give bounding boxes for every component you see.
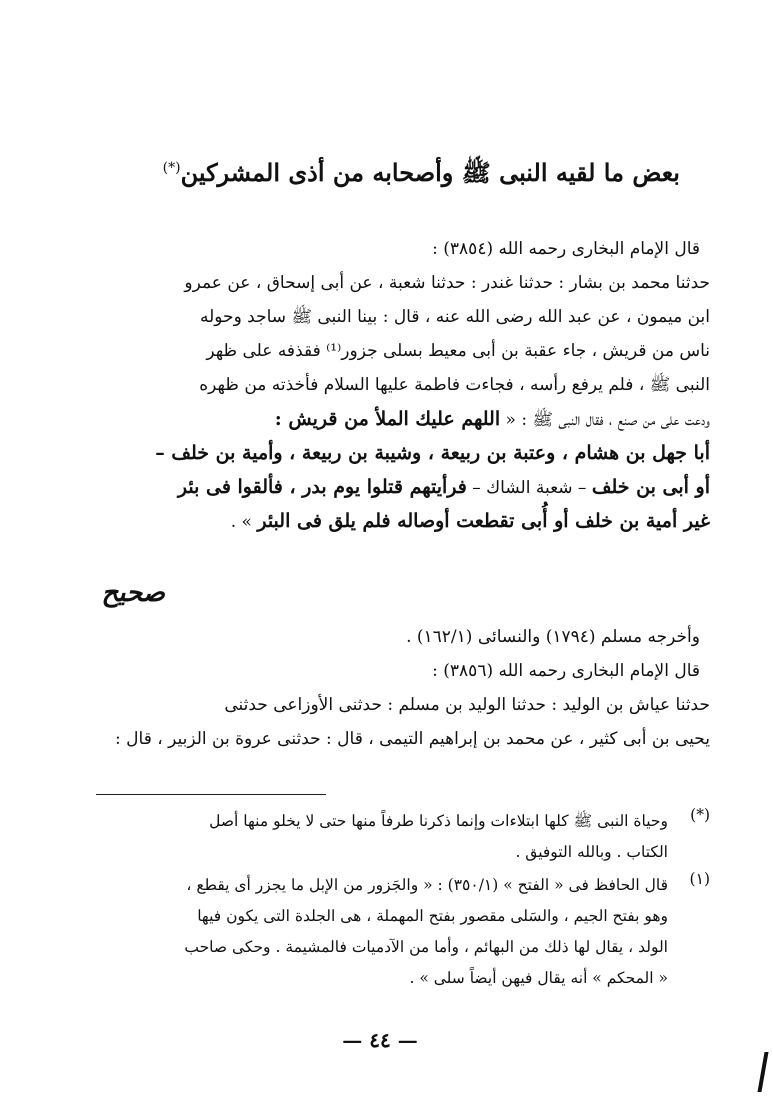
hadith-2-line-1: حدثنا عياش بن الوليد : حدثنا الوليد بن مسلم : حدثنى الأوزاعى حدثنى xyxy=(224,695,710,715)
hadith-2-line-2: يحيى بن أبى كثير ، عن محمد بن إبراهيم التيمى ، قال : حدثنى عروة بن الزبير ، قال : xyxy=(115,729,710,749)
takhrij-line: وأخرجه مسلم (١٧٩٤) والنسائى (١٦٢/١) . xyxy=(406,627,700,647)
hadith-1-line-3: ناس من قريش ، جاء عقبة بن أبى معيط بسلى جزور⁽¹⁾ فقذفه على ظهر xyxy=(206,341,710,361)
page-edge-mark xyxy=(757,1052,768,1092)
hadith-1-line-1: حدثنا محمد بن بشار : حدثنا غندر : حدثنا شعبة ، عن أبى إسحاق ، عن عمرو xyxy=(184,273,710,293)
chapter-title xyxy=(100,158,680,193)
hadith-1-line-7-plain: – شعبة الشاك – xyxy=(472,478,587,498)
footnote-1-line-4: « المحكم » أنه يقال فيهن أيضاً سلى » . xyxy=(409,969,668,987)
page-number: — ٤٤ — xyxy=(342,1028,418,1052)
hadith-1 xyxy=(98,232,710,538)
title-footnote-marker: (*) xyxy=(162,160,181,176)
hadith-1-line-5-bold: اللهم عليك الملأ من قريش : xyxy=(274,408,501,430)
hadith-1-line-7-bold-b: فرأيتهم قتلوا يوم بدر ، فألقوا فى بئر xyxy=(177,476,467,498)
hadith-1-line-7-bold-a: أو أبى بن خلف xyxy=(591,476,710,498)
footnote-1-line-3: الولد ، يقال لها ذلك من البهائم ، وأما من الآدميات فالمشيمة . وحكى صاحب xyxy=(184,938,668,956)
hadith-1-line-8 xyxy=(98,504,710,538)
footnote-1 xyxy=(96,870,710,994)
hadith-1-line-8-end: » . xyxy=(230,512,252,532)
footnote-1-line-1: قال الحافظ فى « الفتح » (٣٥٠/١) : « والجَزور من الإبل ما يجزر أى يقطع ، xyxy=(186,876,668,894)
hadith-2-intro: قال الإمام البخارى رحمه الله (٣٨٥٦) : xyxy=(432,661,700,681)
footnote-star-line-2: الكتاب . وبالله التوفيق . xyxy=(515,843,668,861)
footnote-separator xyxy=(96,794,326,795)
grade-label: صحيح xyxy=(101,578,165,608)
hadith-1-intro: قال الإمام البخارى رحمه الله (٣٨٥٤) : xyxy=(432,239,700,259)
hadith-1-line-8-bold: غير أمية بن خلف أو أُبى تقطعت أوصاله فلم يلق فى البئر xyxy=(257,510,710,532)
chapter-title-text: بعض ما لقيه النبى ﷺ وأصحابه من أذى المشركين xyxy=(180,158,680,187)
footnote-1-line-2: وهو بفتح الجيم ، والسَلى مقصور بفتح المهملة ، هى الجلدة التى يكون فيها xyxy=(197,907,668,925)
hadith-1-line-5-plain: ودعت على من صنع ، فقال النبى ﷺ : « xyxy=(505,410,710,430)
footnote-1-marker: (١) xyxy=(689,870,710,888)
footnote-star-line-1: وحياة النبى ﷺ كلها ابتلاءات وإنما ذكرنا طرفاً منها حتى لا يخلو منها أصل xyxy=(209,812,668,830)
takhrij-block xyxy=(98,620,710,756)
hadith-1-line-5 xyxy=(98,402,710,436)
hadith-1-line-7 xyxy=(98,470,710,504)
hadith-1-line-6: أبا جهل بن هشام ، وعتبة بن ربيعة ، وشيبة بن ربيعة ، وأمية بن خلف – xyxy=(155,442,710,464)
hadith-1-line-4: النبى ﷺ ، فلم يرفع رأسه ، فجاءت فاطمة عليها السلام فأخذته من ظهره xyxy=(199,375,710,395)
footnote-star xyxy=(96,806,710,868)
hadith-1-line-2: ابن ميمون ، عن عبد الله رضى الله عنه ، قال : بينا النبى ﷺ ساجد وحوله xyxy=(199,307,710,327)
footnote-star-marker: (*) xyxy=(690,806,710,824)
